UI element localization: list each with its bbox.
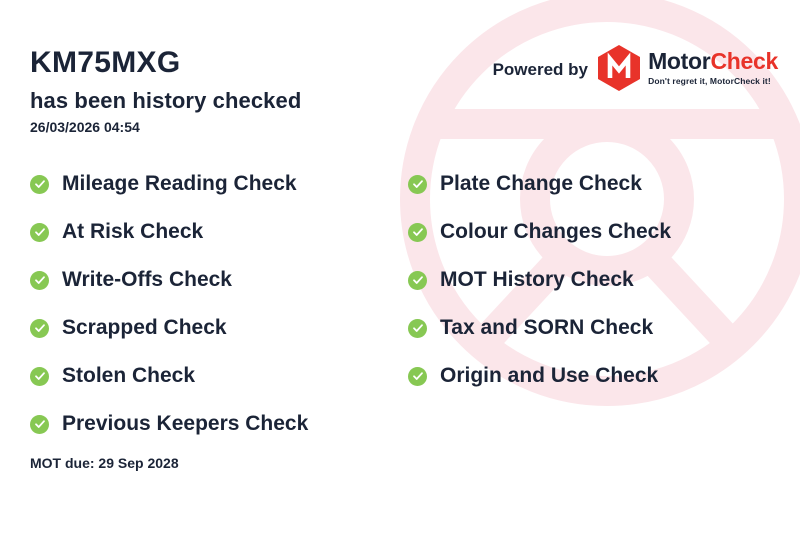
check-label: Tax and SORN Check xyxy=(440,316,654,339)
motorcheck-logo xyxy=(597,44,778,92)
check-label: Origin and Use Check xyxy=(440,364,659,387)
motorcheck-hex-icon xyxy=(597,44,641,92)
check-label: Write-Offs Check xyxy=(62,268,232,291)
check-circle-icon xyxy=(30,175,49,194)
check-item xyxy=(408,256,778,304)
check-item xyxy=(30,256,390,304)
check-label: Plate Change Check xyxy=(440,172,642,195)
check-label: Mileage Reading Check xyxy=(62,172,297,195)
logo-word-check: Check xyxy=(710,48,778,75)
checks-right-column xyxy=(408,160,778,400)
check-circle-icon xyxy=(30,367,49,386)
check-label: Previous Keepers Check xyxy=(62,412,309,435)
check-item xyxy=(30,208,390,256)
check-label: Stolen Check xyxy=(62,364,196,387)
check-circle-icon xyxy=(408,271,427,290)
check-item xyxy=(30,304,390,352)
checks-left-column xyxy=(30,160,390,448)
check-item xyxy=(30,352,390,400)
check-circle-icon xyxy=(30,415,49,434)
check-timestamp: 26/03/2026 04:54 xyxy=(30,119,140,135)
check-item xyxy=(408,304,778,352)
mot-due-note: MOT due: 29 Sep 2028 xyxy=(30,455,179,471)
check-circle-icon xyxy=(408,367,427,386)
check-circle-icon xyxy=(408,175,427,194)
check-label: At Risk Check xyxy=(62,220,204,243)
check-item xyxy=(408,208,778,256)
check-item xyxy=(30,160,390,208)
check-item xyxy=(408,160,778,208)
page-subtitle: has been history checked xyxy=(30,88,302,113)
powered-by-label: Powered by xyxy=(492,60,588,79)
check-circle-icon xyxy=(30,223,49,242)
check-circle-icon xyxy=(408,319,427,338)
page-title: KM75MXG xyxy=(30,46,181,79)
check-item xyxy=(30,400,390,448)
check-label: Colour Changes Check xyxy=(440,220,672,243)
check-label: Scrapped Check xyxy=(62,316,227,339)
logo-word-motor: Motor xyxy=(648,48,711,75)
logo-tagline: Don't regret it, MotorCheck it! xyxy=(648,76,771,87)
check-circle-icon xyxy=(30,271,49,290)
check-label: MOT History Check xyxy=(440,268,634,291)
check-circle-icon xyxy=(30,319,49,338)
check-item xyxy=(408,352,778,400)
check-circle-icon xyxy=(408,223,427,242)
